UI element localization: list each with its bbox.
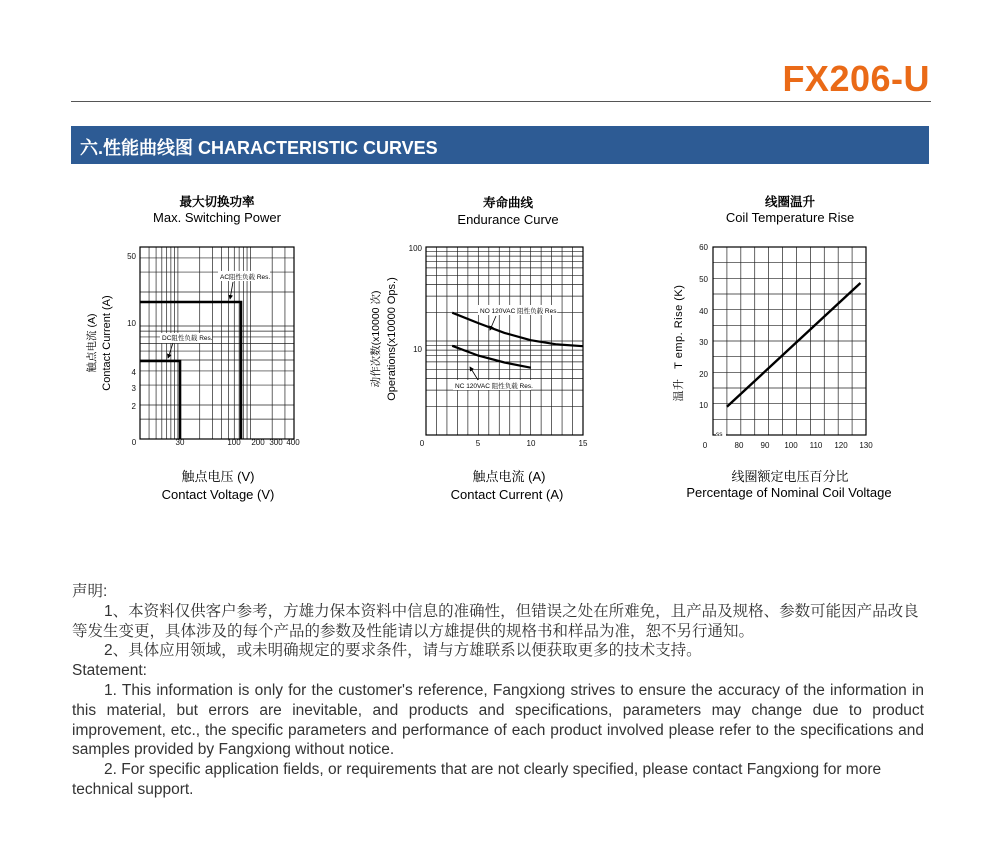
chart3-xlabel: Percentage of Nominal Coil Voltage	[686, 485, 892, 500]
chart3-xlabel-cn: 线圈额定电压百分比	[731, 469, 849, 484]
chart3-xtick: 100	[784, 441, 798, 450]
chart2-nc-curve	[452, 346, 531, 368]
chart2-ytick: 100	[408, 244, 422, 253]
chart1-xtick: 0	[131, 438, 137, 447]
chart2-xtick: 15	[578, 439, 588, 448]
chart2-xtick: 0	[419, 439, 425, 448]
chart1-xtick: 300	[269, 438, 283, 447]
chart-max-switching-power	[85, 194, 300, 502]
chart1-xtick: 100	[227, 438, 241, 447]
chart1-dc-curve	[140, 361, 180, 439]
chart3-xtick: 110	[809, 441, 823, 450]
model-number: FX206-U	[782, 58, 930, 99]
chart2-ytick: 10	[413, 345, 422, 354]
chart2-xtick: 10	[526, 439, 536, 448]
chart1-ytick: 10	[127, 319, 136, 328]
statement-cn-heading: 声明:	[72, 583, 108, 600]
chart3-xtick: 130	[859, 441, 873, 450]
statement-en-heading: Statement:	[72, 662, 147, 680]
chart1-ylabel-cn: 触点电流 (A)	[86, 313, 98, 373]
statement-cn-item-1: 1、本资料仅供客户参考，方雄力保本资料中信息的准确性，但错误之处在所难免，且产品及规格、参数可能因产品改良等发生变更，具体涉及的每个产品的参数及性能请以方雄提供的规格书和样品为准，恕不另行通知。	[72, 602, 919, 640]
chart1-xtick: 400	[286, 438, 300, 447]
statement-en-item-2: 2. For specific application fields, or requirements that are not clearly specified, please contact Fangxiong for more technical support.	[72, 761, 882, 798]
chart2-title: 寿命曲线	[482, 196, 534, 210]
chart2-ylabel: Operations(x10000 Ops.)	[386, 277, 398, 401]
chart1-ytick: 4	[131, 368, 136, 377]
chart1-xtick: 30	[175, 438, 185, 447]
chart2-no-label: NO 120VAC 阻性负载 Res.	[480, 308, 559, 315]
chart1-ylabel: Contact Current (A)	[101, 295, 113, 391]
section-banner	[71, 126, 929, 164]
chart1-title: 最大切换功率	[179, 195, 255, 209]
chart3-ytick: 20	[699, 370, 708, 379]
chart3-ytick: 50	[699, 275, 708, 284]
statement-block	[72, 582, 924, 800]
chart3-ytick: 30	[699, 338, 708, 347]
chart1-ytick: 50	[127, 252, 136, 261]
chart1-ytick: 2	[131, 402, 136, 411]
chart1-xlabel-cn: 触点电压 (V)	[181, 469, 255, 484]
chart2-xlabel: Contact Current (A)	[450, 487, 564, 502]
chart-coil-temperature-rise	[671, 194, 892, 500]
chart1-xlabel: Contact Voltage (V)	[161, 487, 275, 502]
chart3-axis-break: ss	[716, 431, 723, 438]
chart1-ac-label: AC阻性负载 Res.	[220, 274, 271, 281]
chart3-ytick: 60	[699, 243, 708, 252]
chart3-ylabel-cn: 温升	[673, 378, 685, 402]
chart3-xtick: 80	[734, 441, 744, 450]
chart3-origin: 0	[702, 441, 708, 450]
chart3-xtick: 120	[834, 441, 848, 450]
chart3-subtitle: Coil Temperature Rise	[725, 210, 855, 225]
chart1-xtick: 200	[251, 438, 265, 447]
chart1-subtitle: Max. Switching Power	[153, 210, 281, 225]
chart2-ylabel-cn: 动作次数(x10000 次)	[370, 290, 382, 388]
chart3-ytick: 40	[699, 307, 708, 316]
statement-en-item-1: 1. This information is only for the customer's reference, Fangxiong strives to ensure the accuracy of the information in this material, but errors are inevitable, and products and specifications, parameters may change due to product improvement, etc., the specific parameters and performance of each product involved please refer to the specifications and samples provided by Fangxiong without notice.	[72, 681, 924, 759]
chart3-title: 线圈温升	[764, 195, 816, 209]
characteristic-curves	[0, 185, 1000, 515]
chart1-ac-curve	[140, 302, 241, 439]
svg-text:温升 T emp. Rise (K)	[671, 285, 685, 402]
statement-cn-item-2: 2、具体应用领域，或未明确规定的要求条件，请与方雄联系以便获取更多的技术支持。	[104, 642, 702, 660]
chart3-xtick: 90	[760, 441, 770, 450]
chart-endurance-curve	[369, 195, 588, 502]
chart2-subtitle: Endurance Curve	[457, 212, 559, 227]
chart1-dc-label: DC阻性负载 Res.	[162, 335, 213, 342]
chart2-xtick: 5	[475, 439, 481, 448]
section-title: 六.性能曲线图 CHARACTERISTIC CURVES	[80, 138, 438, 158]
chart3-ylabel: T emp. Rise (K)	[673, 284, 685, 369]
chart1-ytick: 3	[131, 384, 136, 393]
chart3-ytick: 10	[699, 401, 708, 410]
header-divider	[71, 101, 931, 102]
chart2-nc-label: NC 120VAC 阻性负载 Res.	[455, 383, 533, 390]
chart2-xlabel-cn: 触点电流 (A)	[472, 469, 546, 484]
